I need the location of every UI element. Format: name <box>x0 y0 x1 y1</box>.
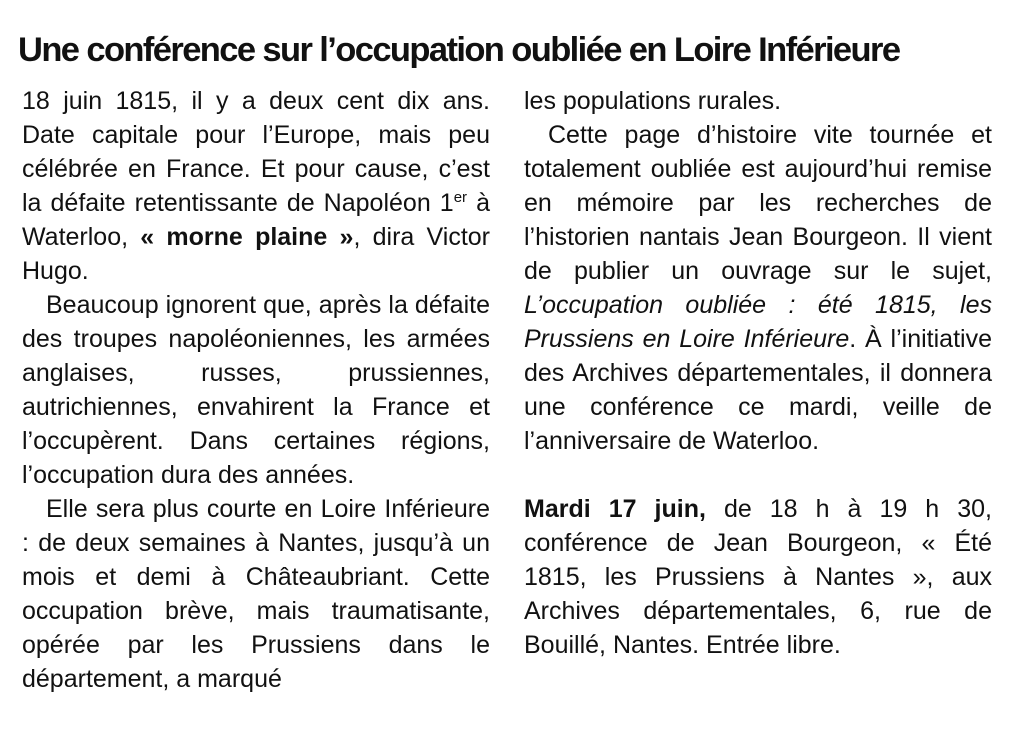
article-column-right <box>524 84 992 662</box>
paragraph-event-info <box>524 492 992 662</box>
paragraph-waterloo-text-end: , dira Victor Hugo. <box>22 223 490 285</box>
paragraph-loire-inferieure: Elle sera plus courte en Loire Inférieure : de deux semaines à Nantes, jusqu’à un mois et demi à Châteaubriant. Cette occupation brève, mais traumatisante, opérée par les Prussiens dans le département, a marqué <box>22 495 490 693</box>
paragraph-occupation: Beaucoup ignorent que, après la défaite des troupes napoléoniennes, les armées anglaises, russes, prussiennes, autrichiennes, envahirent la France et l’occupèrent. Dans certaines régions, l’occupation dura des années. <box>22 291 490 489</box>
paragraph-waterloo <box>22 84 490 288</box>
paragraph-waterloo-text-middle: à Waterloo, <box>22 189 490 251</box>
book-title: L’occupation oubliée : été 1815, les Prussiens en Loire Inférieure <box>524 291 992 353</box>
event-details: de 18 h à 19 h 30, conférence de Jean Bourgeon, « Été 1815, les Prussiens à Nantes », aux Archives départementales, 6, rue de Bouillé, Nantes. Entrée libre. <box>524 495 992 659</box>
paragraph-waterloo-text-start: 18 juin 1815, il y a deux cent dix ans. Date capitale pour l’Europe, mais peu célébrée en France. Et pour cause, c’est la défaite retentissante de Napoléon 1 <box>22 87 490 217</box>
paragraph-bourgeon-text-end: . À l’initiative des Archives départementales, il donnera une conférence ce mardi, veille de l’anniversaire de Waterloo. <box>524 325 992 455</box>
ordinal-superscript: er <box>453 189 468 206</box>
article-column-left <box>22 84 490 696</box>
paragraph-jean-bourgeon <box>524 118 992 458</box>
paragraph-rural-continuation: les populations rurales. <box>524 87 782 115</box>
event-date: Mardi 17 juin, <box>524 495 706 523</box>
paragraph-bourgeon-text-start: Cette page d’histoire vite tournée et totalement oubliée est aujourd’hui remise en mémoire par les recherches de l’historien nantais Jean Bourgeon. Il vient de publier un ouvrage sur le sujet, <box>524 121 992 285</box>
morne-plaine-quote: « morne plaine » <box>140 223 354 251</box>
article-headline: Une conférence sur l’occupation oubliée en Loire Inférieure <box>18 31 900 69</box>
